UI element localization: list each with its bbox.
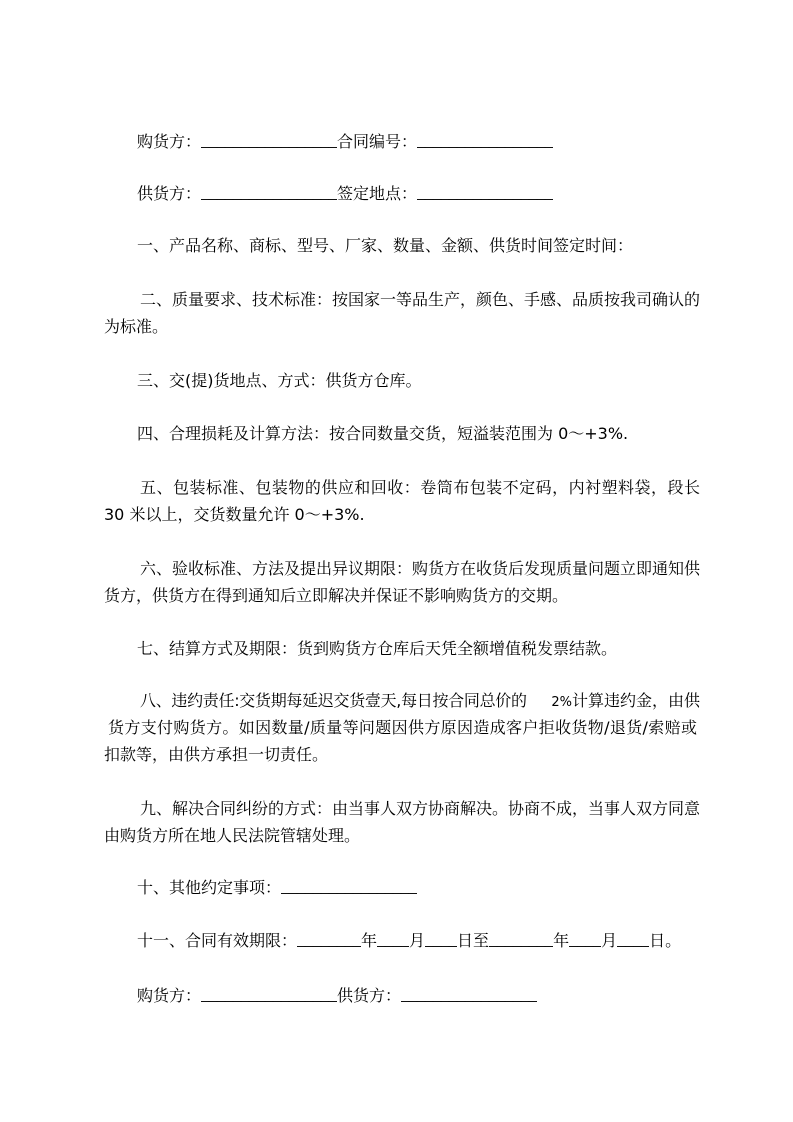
footer-supplier-blank: _________________ (401, 987, 537, 1003)
clause-6-acceptance (104, 555, 700, 609)
clause-line: 三、交(提)货地点、方式：供货方仓库。 (137, 371, 422, 390)
clause-11-validity-period (104, 927, 700, 954)
clause-8-liability (104, 687, 700, 768)
clause-line: 二、质量要求、技术标准：按国家一等品生产，颜色、手感、品质按我司确认的 (140, 290, 700, 309)
footer-supplier-label: 供货方： (337, 986, 402, 1005)
footer-buyer-label: 购货方： (137, 986, 202, 1005)
clause-line: 30 米以上，交货数量允许 0～+3%. (104, 505, 365, 524)
clause-line (104, 687, 700, 714)
header-buyer-contract-row (104, 128, 700, 155)
header-line (104, 128, 700, 155)
clause-8-line1-part1: 八、违约责任:交货期每延迟交货壹天,每日按合同总价的 (140, 691, 527, 710)
clause-line: 为标准。 (104, 317, 169, 336)
clause-line (104, 927, 700, 954)
day-end-text: 日。 (649, 931, 682, 950)
other-matters-label: 十、其他约定事项： (137, 878, 282, 897)
clause-line (104, 874, 700, 901)
buyer-label: 购货方： (137, 132, 202, 151)
signature-line (104, 982, 700, 1009)
clause-line: 一、产品名称、商标、型号、厂家、数量、金额、供货时间签定时间： (137, 236, 634, 255)
clause-line: 货方，供货方在得到通知后立即解决并保证不影响购货方的交期。 (104, 586, 569, 605)
clause-5-packaging (104, 474, 700, 528)
clause-4-loss-calculation (104, 420, 700, 447)
from-year-blank: ________ (297, 932, 361, 948)
clause-10-other-matters (104, 874, 700, 901)
day-to-text: 日至 (457, 931, 490, 950)
footer-buyer-blank: _________________ (201, 987, 337, 1003)
other-matters-blank: _________________ (281, 879, 417, 895)
supplier-label: 供货方： (137, 184, 202, 203)
year-text: 年 (553, 931, 570, 950)
from-month-blank: ____ (377, 932, 410, 948)
header-line (104, 180, 700, 207)
clause-9-disputes (104, 795, 700, 849)
supplier-blank: _________________ (201, 185, 337, 201)
clause-1-products (104, 232, 700, 259)
sign-place-label: 签定地点： (337, 184, 418, 203)
sign-place-blank: _________________ (417, 185, 553, 201)
clause-8-line1-rest: 计算违约金，由供 (571, 691, 700, 710)
clause-line: 由购货方所在地人民法院管辖处理。 (104, 826, 361, 845)
to-day-blank: ____ (617, 932, 650, 948)
year-text: 年 (361, 931, 378, 950)
clause-3-delivery-place (104, 367, 700, 394)
header-supplier-place-row (104, 180, 700, 207)
clause-line: 货方支付购货方。如因数量/质量等问题因供方原因造成客户拒收货物/退货/索赔或 (108, 718, 697, 737)
penalty-percent: 2% (551, 695, 572, 710)
clause-8-line1-part2 (551, 687, 700, 716)
clause-line: 六、验收标准、方法及提出异议期限：购货方在收货后发现质量问题立即通知供 (140, 559, 700, 578)
clause-line: 四、合理损耗及计算方法：按合同数量交货，短溢装范围为 0～+3%. (137, 424, 629, 443)
clause-2-quality (104, 286, 700, 340)
buyer-blank: _________________ (201, 133, 337, 149)
contract-number-label: 合同编号： (337, 132, 418, 151)
clause-line: 九、解决合同纠纷的方式：由当事人双方协商解决。协商不成，当事人双方同意 (140, 799, 700, 818)
validity-label: 十一、合同有效期限： (137, 931, 298, 950)
month-text: 月 (601, 931, 618, 950)
contract-number-blank: _________________ (417, 133, 553, 149)
to-month-blank: ____ (569, 932, 602, 948)
from-day-blank: ____ (425, 932, 458, 948)
month-text: 月 (409, 931, 426, 950)
signature-row (104, 982, 700, 1009)
clause-line: 七、结算方式及期限：货到购货方仓库后天凭全额增值税发票结款。 (137, 639, 618, 658)
clause-7-settlement (104, 635, 700, 662)
clause-line: 五、包装标准、包装物的供应和回收：卷筒布包装不定码，内衬塑料袋，段长 (140, 478, 700, 497)
clause-line: 扣款等，由供方承担一切责任。 (104, 745, 329, 764)
to-year-blank: ________ (489, 932, 554, 948)
